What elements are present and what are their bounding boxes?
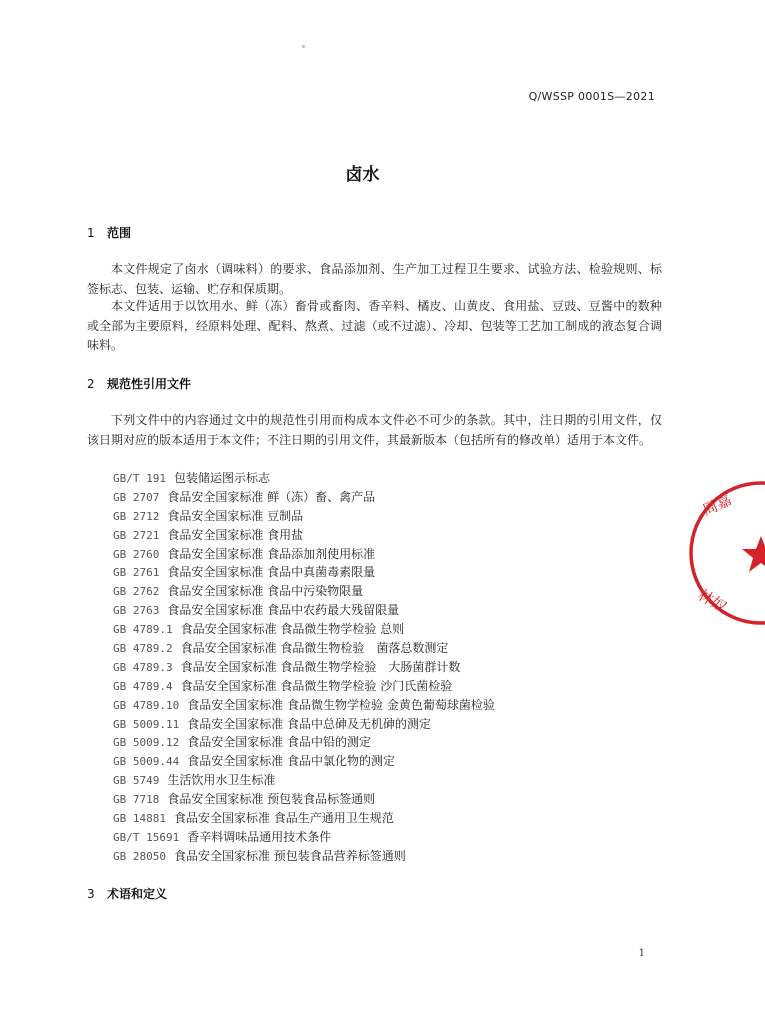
reference-title: 食品安全国家标准 食品中污染物限量 bbox=[167, 584, 364, 599]
reference-code: GB 5009.11 bbox=[113, 717, 180, 731]
document-title: 卤水 bbox=[345, 165, 380, 185]
section-title: 规范性引用文件 bbox=[107, 377, 192, 391]
reference-title: 食品安全国家标准 预包装食品标签通则 bbox=[167, 792, 376, 807]
reference-title: 食品安全国家标准 食品微生物学检验 金黄色葡萄球菌检验 bbox=[187, 697, 495, 712]
reference-title: 包装储运图示标志 bbox=[173, 471, 270, 485]
reference-code: GB/T 191 bbox=[113, 472, 166, 485]
reference-code: GB 4789.10 bbox=[113, 698, 180, 712]
reference-item bbox=[113, 563, 495, 582]
reference-item bbox=[113, 752, 495, 771]
standard-code: Q/WSSP 0001S—2021 bbox=[528, 90, 655, 103]
reference-code: GB 4789.3 bbox=[113, 660, 173, 674]
reference-item bbox=[113, 526, 495, 545]
reference-title: 食品安全国家标准 食品生产通用卫生规范 bbox=[173, 811, 394, 826]
reference-title: 食品安全国家标准 食品微生物学检验 大肠菌群计数 bbox=[180, 659, 461, 674]
reference-item bbox=[113, 620, 495, 639]
reference-title: 食品安全国家标准 食品中氯化物的测定 bbox=[187, 754, 396, 769]
reference-item bbox=[113, 809, 495, 828]
scope-paragraph: 本文件适用于以饮用水、鲜（冻）畜骨或畜肉、香辛料、橘皮、山黄皮、食用盐、豆豉、豆酱中的数种或全部为主要原料，经原料处理、配料、熬煮、过滤（或不过滤）、冷却、包装等工艺加工制成的液态复合调味料。 bbox=[87, 299, 662, 352]
reference-code: GB 5749 bbox=[113, 774, 160, 788]
reference-title: 食品安全国家标准 预包装食品营养标签通则 bbox=[173, 848, 406, 863]
reference-list bbox=[113, 469, 495, 866]
section-title: 范围 bbox=[107, 226, 132, 240]
reference-item bbox=[113, 469, 495, 488]
reference-code: GB 2707 bbox=[113, 490, 160, 504]
reference-title: 食品安全国家标准 食品中铅的测定 bbox=[187, 735, 372, 750]
page-number: 1 bbox=[638, 948, 645, 959]
reference-item bbox=[113, 733, 495, 752]
scan-speck bbox=[302, 45, 305, 48]
reference-code: GB/T 15691 bbox=[113, 830, 180, 844]
reference-code: GB 4789.4 bbox=[113, 679, 173, 693]
reference-item bbox=[113, 601, 495, 620]
official-seal-stamp bbox=[683, 478, 765, 628]
reference-title: 香辛料调味品通用技术条件 bbox=[187, 829, 332, 844]
reference-item bbox=[113, 488, 495, 507]
reference-item bbox=[113, 639, 495, 658]
reference-title: 食品安全国家标准 食品中总砷及无机砷的测定 bbox=[187, 716, 432, 731]
reference-title: 食品安全国家标准 鲜（冻）畜、禽产品 bbox=[167, 489, 376, 504]
reference-code: GB 2760 bbox=[113, 547, 160, 561]
reference-code: GB 2762 bbox=[113, 585, 160, 599]
reference-item bbox=[113, 507, 495, 526]
reference-item bbox=[113, 658, 495, 677]
reference-title: 食品安全国家标准 豆制品 bbox=[167, 508, 304, 523]
reference-item bbox=[113, 582, 495, 601]
section-title: 术语和定义 bbox=[107, 887, 168, 901]
reference-item bbox=[113, 545, 495, 564]
seal-text-bottom: 林奴 bbox=[694, 585, 730, 617]
reference-item bbox=[113, 828, 495, 847]
references-intro-paragraph: 下列文件中的内容通过文中的规范性引用而构成本文件必不可少的条款。其中，注日期的引用文件，仅该日期对应的版本适用于本文件；不注日期的引用文件，其最新版本（包括所有的修改单）适用于本文件。 bbox=[87, 413, 662, 447]
seal-star-icon bbox=[742, 536, 765, 572]
reference-item bbox=[113, 771, 495, 790]
reference-title: 食品安全国家标准 食品中农药最大残留限量 bbox=[167, 603, 400, 618]
reference-item bbox=[113, 696, 495, 715]
scope-paragraph: 本文件规定了卤水（调味料）的要求、食品添加剂、生产加工过程卫生要求、试验方法、检验规则、标签标志、包装、运输、贮存和保质期。 bbox=[87, 262, 662, 296]
reference-code: GB 2761 bbox=[113, 566, 160, 580]
reference-code: GB 4789.1 bbox=[113, 623, 173, 637]
section-number: 2 bbox=[87, 377, 95, 391]
reference-code: GB 14881 bbox=[113, 812, 166, 826]
reference-code: GB 4789.2 bbox=[113, 642, 173, 656]
reference-code: GB 7718 bbox=[113, 793, 160, 807]
reference-item bbox=[113, 847, 495, 866]
reference-title: 食品安全国家标准 食用盐 bbox=[167, 527, 304, 542]
seal-text-top: 周嘉 bbox=[699, 490, 735, 520]
reference-item bbox=[113, 677, 495, 696]
reference-item bbox=[113, 715, 495, 734]
section-heading-scope bbox=[87, 224, 131, 241]
section-number: 1 bbox=[87, 226, 95, 240]
reference-code: GB 2763 bbox=[113, 604, 160, 618]
reference-title: 食品安全国家标准 食品中真菌毒素限量 bbox=[167, 565, 376, 580]
reference-title: 生活饮用水卫生标准 bbox=[167, 773, 276, 788]
section-heading-normative-references bbox=[87, 375, 191, 392]
reference-title: 食品安全国家标准 食品添加剂使用标准 bbox=[167, 546, 376, 561]
reference-code: GB 2712 bbox=[113, 509, 160, 523]
reference-code: GB 2721 bbox=[113, 528, 160, 542]
reference-title: 食品安全国家标准 食品微生物学检验 沙门氏菌检验 bbox=[180, 678, 453, 693]
reference-code: GB 5009.12 bbox=[113, 736, 180, 750]
reference-item bbox=[113, 790, 495, 809]
section-number: 3 bbox=[87, 887, 95, 901]
reference-title: 食品安全国家标准 食品微生物检验 菌落总数测定 bbox=[180, 641, 449, 656]
reference-code: GB 5009.44 bbox=[113, 755, 180, 769]
reference-title: 食品安全国家标准 食品微生物学检验 总则 bbox=[180, 622, 405, 637]
section-heading-terms-definitions bbox=[87, 885, 167, 902]
reference-code: GB 28050 bbox=[113, 849, 166, 863]
